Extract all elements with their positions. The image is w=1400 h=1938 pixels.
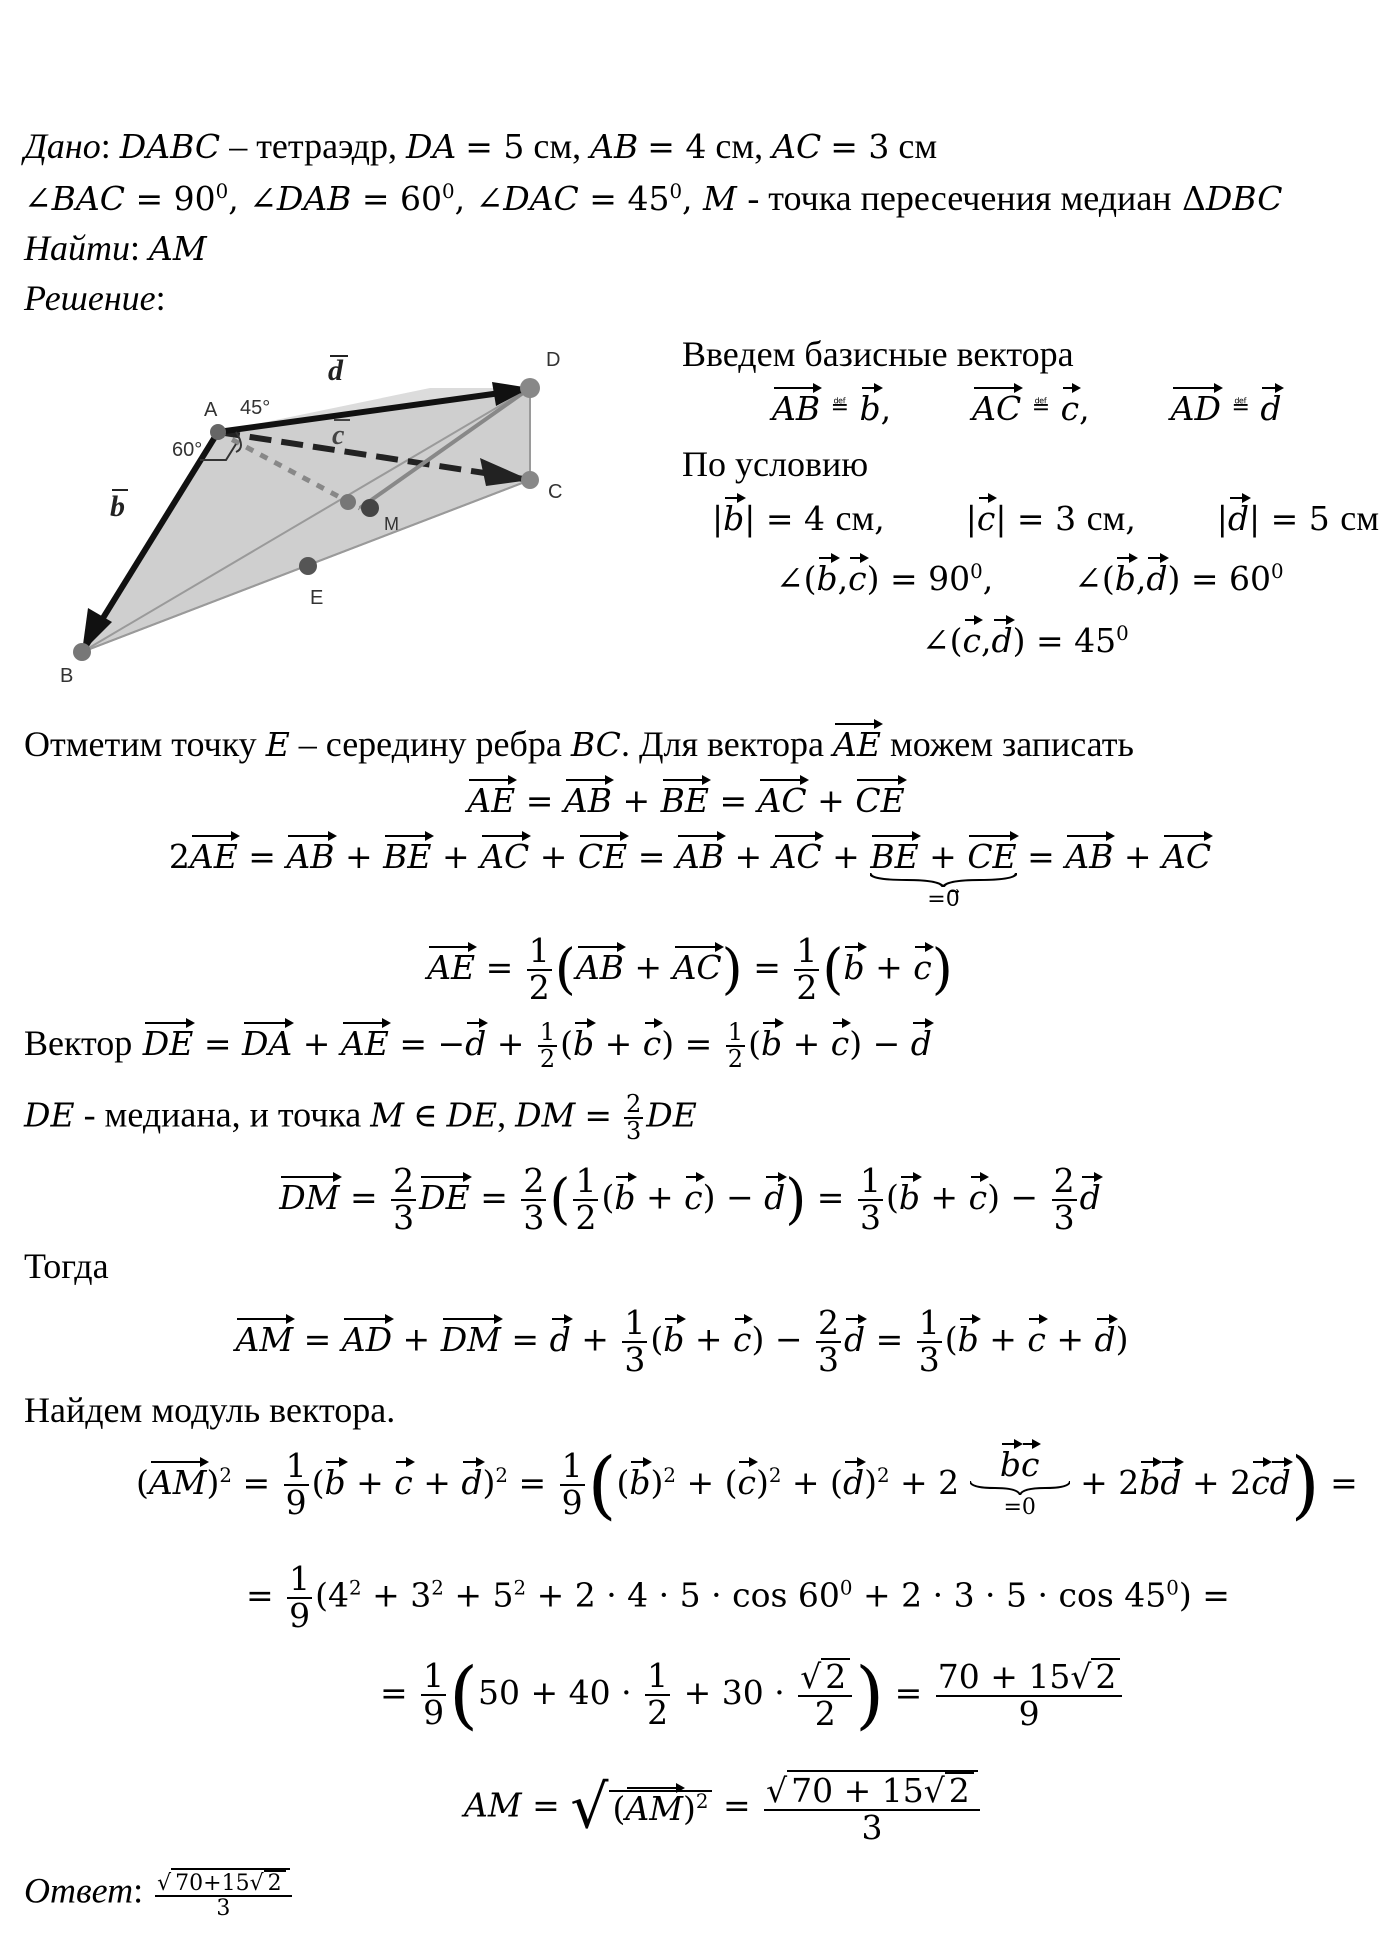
find-label: Найти: [24, 228, 130, 268]
point-b: [73, 643, 91, 661]
solution-label: Решение: [24, 278, 156, 318]
mark-e-line: Отметим точку E – середину ребра BC. Для вектора AE можем записать: [24, 724, 1134, 764]
median-line: DE - медиана, и точка M ∈ DE, DM = $\frac{2}{3}$ DE: [24, 1090, 697, 1146]
eq-dm: DM = $\frac{2}{3}$ DE = $\frac{2}{3}$ ( $\frac{1}{2}$ (b + c) − d) = $\frac{1}{3}$ (b + c) − $\frac{2}{3}$ d: [279, 1161, 1101, 1237]
eq-am-final: AM = √ (AM)$^2$ = $\frac{√ 70 + 15√ 2}{3}$: [464, 1770, 983, 1845]
vector-de-text: Вектор: [24, 1023, 133, 1064]
eq-am-squared: (AM)$^2$ = $\frac{1}{9}$ $(b + c + d)^2$ = $\frac{1}{9}$ ($(b)^2 + (c)^2 + (d)^2 + 2$ bc =0 + 2bd + 2cd) =: [136, 1442, 1358, 1528]
vec-label-b: b: [110, 490, 125, 523]
then-text: Тогда: [24, 1246, 109, 1286]
basis-vectors: AB ≝ b, AC ≝ c, AD ≝ d: [772, 389, 1282, 428]
zero-vec-label: =0⃗: [927, 887, 960, 912]
label-c: C: [548, 481, 563, 503]
eq-am: AM = AD + DM = d + $\frac{1}{3}$ (b + c) − $\frac{2}{3}$ d = $\frac{1}{3}$ (b + c + d): [235, 1303, 1129, 1379]
eq-ae-1: AE = AB + BE = AC + CE: [467, 781, 905, 820]
condition-text: По условию: [682, 444, 869, 484]
given-line-2: ∠BAC = $90^0$, ∠DAB = $60^0$, ∠DAC = $45^0$, M - точка пересечения медиан ΔDBC: [24, 178, 1283, 218]
eq-ae-half: AE = $\frac{1}{2}$ (AB + AC) = $\frac{1}{2}$ (b + c): [427, 931, 953, 1007]
angle-60: 60°: [172, 439, 203, 461]
eq-numeric-2: = $\frac{1}{9}$ (50 + 40 · $\frac{1}{2}$ + 30 · $\frac{√ 2}{2}$ ) = $\frac{70 + 15√ 2}{9}$: [380, 1658, 1125, 1732]
label-d: D: [546, 349, 561, 371]
condition-lengths: |b| = 4 см, |c| = 3 см, |d| = 5 см: [712, 498, 1380, 538]
answer-label: Ответ: [24, 1870, 134, 1911]
condition-angles-2: ∠(c,d) = $45^0$: [922, 621, 1129, 660]
label-m: M: [384, 514, 399, 534]
zero-label: =0: [1003, 1495, 1036, 1520]
label-e: E: [310, 587, 324, 609]
module-text: Найдем модуль вектора.: [24, 1390, 396, 1430]
point-c: [521, 471, 539, 489]
eq-numeric-1: = $\frac{1}{9}$ $(4^2 + 3^2 + 5^2 + 2 \cdot 4 \cdot 5 \cdot \cos 60^0 + 2 \cdot 3 \cdot 5 \cdot \cos 45^0)$ =: [246, 1559, 1230, 1635]
tetrahedron-figure: [60, 340, 580, 700]
point-d: [520, 378, 540, 398]
basis-text: Введем базисные вектора: [682, 334, 1074, 374]
point-e: [299, 557, 317, 575]
vec-label-c: c: [332, 420, 345, 451]
find-line: Найти: AM: [24, 228, 207, 268]
eq-de: Вектор DE = DA + AE = −d + $\frac{1}{2}$ (b + c) = $\frac{1}{2}$ (b + c) − d: [24, 1018, 932, 1074]
answer-line: Ответ: $\frac{√ 70+15√ 2}{3}$: [24, 1868, 295, 1920]
point-a: [210, 424, 226, 440]
point-m: [361, 499, 379, 517]
condition-angles-1: ∠(b,c) = $90^0$, ∠(b,d) = $60^0$: [776, 559, 1284, 598]
angle-45: 45°: [240, 397, 271, 419]
given-label: Дано: [24, 126, 101, 166]
label-a: A: [204, 399, 218, 421]
find-value: AM: [149, 229, 207, 268]
eq-2ae: 2AE = AB + BE + AC + CE = AB + AC + BE + CE =0⃗ = AB + AC: [168, 837, 1212, 912]
given-line-1: Дано: DABC – тетраэдр, DA = 5 см, AB = 4 см, AC = 3 см: [24, 126, 938, 166]
vec-label-d: d: [328, 354, 343, 387]
label-b: B: [60, 665, 74, 687]
solution-heading: Решение:: [24, 278, 166, 318]
